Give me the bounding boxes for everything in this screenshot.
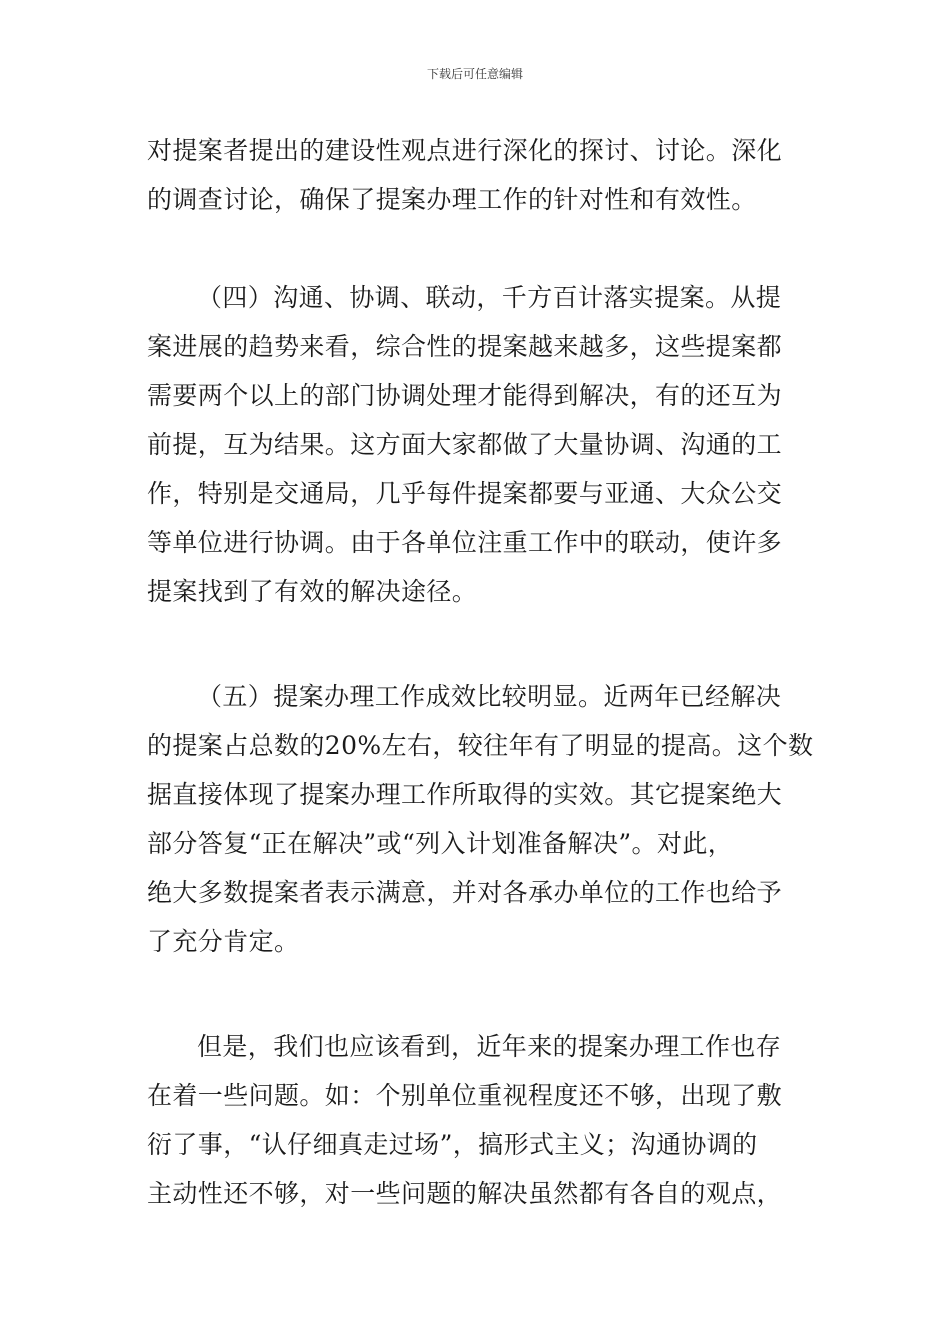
- text-line: 案进展的趋势来看，综合性的提案越来越多，这些提案都: [147, 332, 783, 361]
- paragraph-1: [147, 126, 807, 224]
- page-header: 下载后可任意编辑: [426, 67, 523, 81]
- text-line: 提案找到了有效的解决途径。: [147, 577, 478, 606]
- text-line: 绝大多数提案者表示满意，并对各承办单位的工作也给予: [147, 878, 783, 907]
- text-line: 部分答复“正在解决”或“列入计划准备解决”。对此，: [147, 829, 734, 858]
- paragraph-2: [147, 273, 807, 616]
- text-line: 需要两个以上的部门协调处理才能得到解决，有的还互为: [147, 381, 783, 410]
- text-line: 衍了事，“认仔细真走过场”，搞形式主义；沟通协调的: [147, 1130, 758, 1159]
- text-line: 作，特别是交通局，几乎每件提案都要与亚通、大众公交: [147, 479, 783, 508]
- text-line: 的提案占总数的20%左右，较往年有了明显的提高。这个数: [147, 731, 814, 760]
- text-line: 在着一些问题。如：个别单位重视程度还不够，出现了敷: [147, 1081, 783, 1110]
- text-line: （四）沟通、协调、联动，千方百计落实提案。从提: [197, 283, 782, 312]
- paragraph-4: [147, 1022, 807, 1218]
- text-line: （五）提案办理工作成效比较明显。近两年已经解决: [197, 682, 782, 711]
- text-line: 前提，互为结果。这方面大家都做了大量协调、沟通的工: [147, 430, 783, 459]
- text-line: 对提案者提出的建设性观点进行深化的探讨、讨论。深化: [147, 136, 783, 165]
- paragraph-3: [147, 672, 814, 966]
- text-line: 据直接体现了提案办理工作所取得的实效。其它提案绝大: [147, 780, 783, 809]
- text-line: 但是，我们也应该看到，近年来的提案办理工作也存: [197, 1032, 782, 1061]
- text-line: 的调查讨论，确保了提案办理工作的针对性和有效性。: [147, 185, 757, 214]
- text-line: 了充分肯定。: [147, 927, 300, 956]
- text-line: 等单位进行协调。由于各单位注重工作中的联动，使许多: [147, 528, 783, 557]
- text-line: 主动性还不够，对一些问题的解决虽然都有各自的观点，: [147, 1179, 783, 1208]
